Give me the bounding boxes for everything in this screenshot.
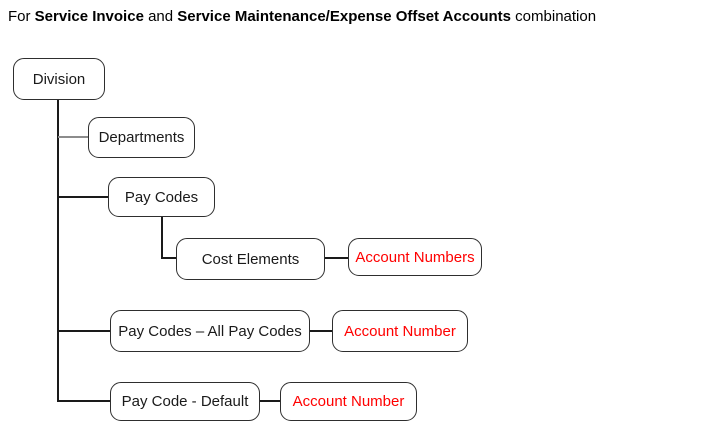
node-label: Account Number <box>292 393 405 410</box>
title-text: For <box>8 8 35 25</box>
node-label: Cost Elements <box>201 250 300 268</box>
node-pay-codes-all-pay-codes <box>110 310 310 352</box>
node-departments <box>88 117 195 158</box>
node-account-number-all <box>332 310 468 352</box>
connector-pay-codes-elbow-vertical <box>161 217 163 259</box>
node-label: Departments <box>98 129 185 146</box>
connector-cost-elements-account-numbers <box>325 257 348 259</box>
connector-pay-code-default-account-number <box>260 400 280 402</box>
title-text: and <box>143 8 178 25</box>
node-label: Pay Codes <box>124 188 199 206</box>
node-label: Account Numbers <box>355 248 475 266</box>
node-label: Division <box>32 70 86 88</box>
title-bold-service-invoice: Service Invoice <box>34 8 144 25</box>
connector-division-all-pay-codes <box>58 330 110 332</box>
node-label: Pay Codes – All Pay Codes <box>118 322 302 340</box>
node-pay-codes <box>108 177 215 217</box>
node-label: Pay Code - Default <box>121 393 249 410</box>
node-account-numbers <box>348 238 482 276</box>
node-cost-elements <box>176 238 325 280</box>
diagram-title <box>8 7 596 27</box>
connector-division-pay-code-default <box>58 400 110 402</box>
node-label: Account Number <box>344 322 456 340</box>
node-account-number-default <box>280 382 417 421</box>
title-bold-offset-accounts: Service Maintenance/Expense Offset Accounts <box>177 8 512 25</box>
node-division <box>13 58 105 100</box>
connector-all-pay-codes-account-number <box>310 330 332 332</box>
connector-pay-codes-cost-elements <box>161 257 176 259</box>
connector-main-vertical <box>57 100 59 402</box>
node-pay-code-default <box>110 382 260 421</box>
connector-division-pay-codes <box>58 196 108 198</box>
connector-division-departments <box>58 136 88 138</box>
title-text: combination <box>511 8 597 25</box>
